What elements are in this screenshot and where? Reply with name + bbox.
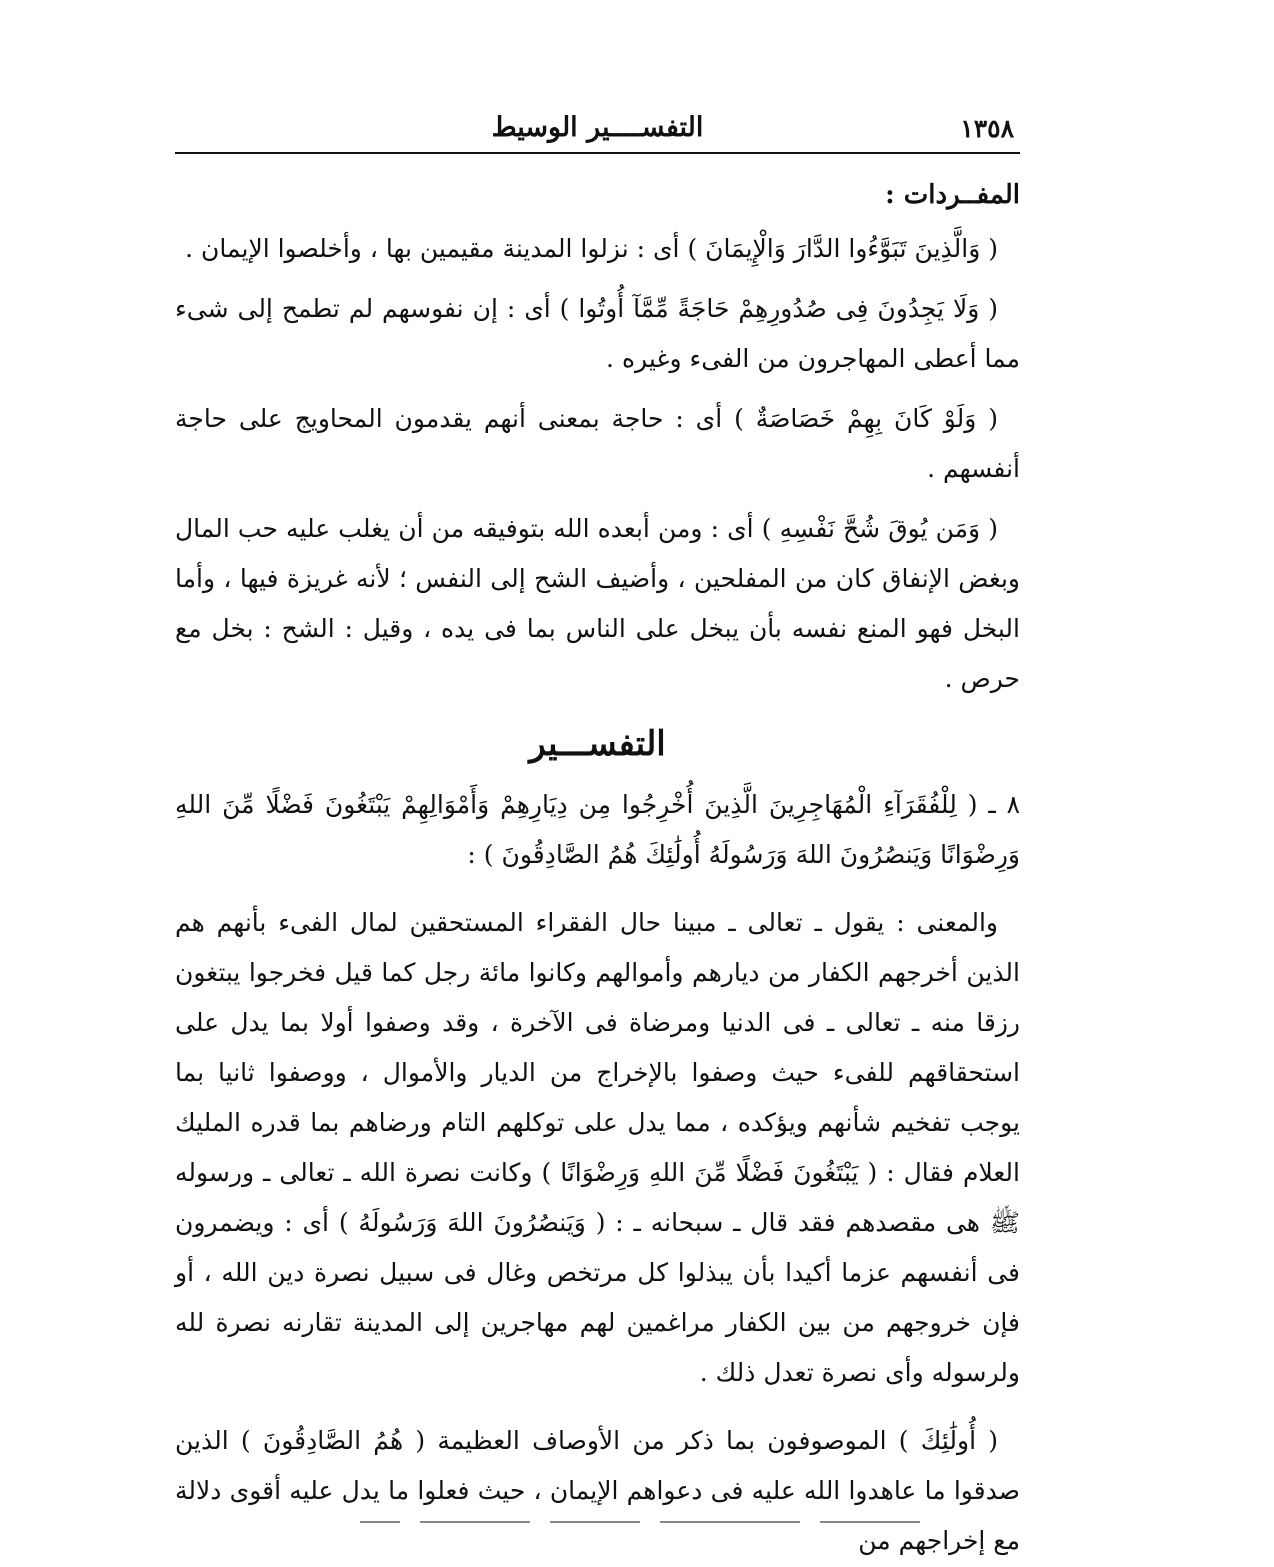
vocab-entry: ( وَلَا يَجِدُونَ فِى صُدُورِهِمْ حَاجَةً مِّمَّآ أُوتُوا ) أى : إن نفوسهم لم تطمح إلى شىء مما أعطى المهاجرون من الفىء وغيره . <box>175 294 1020 373</box>
page-body <box>175 170 1020 1566</box>
running-title: التفســــير الوسيط <box>491 112 704 143</box>
commentary-paragraph: والمعنى : يقول ـ تعالى ـ مبينا حال الفقراء المستحقين لمال الفىء بأنهم هم الذين أخرجهم الكفار من ديارهم وأموالهم وكانوا مائة رجل كما قيل فخرجوا يبتغون رزقا منه ـ تعالى ـ فى الدنيا ومرضاة فى الآخرة ، وقد وصفوا أولا بما يدل على استحقاقهم للفىء حيث وصفوا بالإخراج من الديار والأموال ، ووصفوا ثانيا بما يوجب تفخيم شأنهم ويؤكده ، مما يدل على توكلهم التام ورضاهم بما قدره المليك العلام فقال : ( يَبْتَغُونَ فَضْلًا مِّنَ اللهِ وَرِضْوَانًا ) وكانت نصرة الله ـ تعالى ـ ورسوله ﷺ هى مقصدهم فقد قال ـ سبحانه ـ : ( وَيَنصُرُونَ اللهَ وَرَسُولَهُ ) أى : ويضمرون فى أنفسهم عزما أكيدا بأن يبذلوا كل مرتخص وغال فى سبيل نصرة دين الله ، أو فإن خروجهم من بين الكفار مراغمين لهم مهاجرين إلى المدينة تقارنه نصرة لله ولرسوله وأى نصرة تعدل ذلك . <box>175 908 1020 1387</box>
vocab-heading: المفــردات : <box>885 180 1020 210</box>
header-rule <box>175 152 1020 154</box>
vocab-entry: ( وَالَّذِينَ تَبَوَّءُوا الدَّارَ وَالْإِيمَانَ ) أى : نزلوا المدينة مقيمين بها ، وأخلصوا الإيمان . <box>185 234 998 263</box>
footer-rule <box>360 1521 920 1525</box>
commentary-paragraph: ( أُولَٰئِكَ ) الموصوفون بما ذكر من الأوصاف العظيمة ( هُمُ الصَّادِقُونَ ) الذين صدقوا ما عاهدوا الله عليه فى دعواهم الإيمان ، حيث فعلوا ما يدل عليه أقوى دلالة مع إخراجهم من <box>175 1426 1020 1555</box>
page-number: ١٣٥٨ <box>960 114 1014 143</box>
vocab-entry: ( وَمَن يُوقَ شُحَّ نَفْسِهِ ) أى : ومن أبعده الله بتوفيقه من أن يغلب عليه حب المال وبغض الإنفاق كان من المفلحين ، وأضيف الشح إلى النفس ؛ لأنه غريزة فيها ، وأما البخل فهو المنع نفسه بأن يبخل على الناس بما فى يده ، وقيل : الشح : بخل مع حرص . <box>175 514 1020 693</box>
verse-text: ٨ ـ ( لِلْفُقَرَآءِ الْمُهَاجِرِينَ الَّذِينَ أُخْرِجُوا مِن دِيَارِهِمْ وَأَمْوَالِهِمْ يَبْتَغُونَ فَضْلًا مِّنَ اللهِ وَرِضْوَانًا وَيَنصُرُونَ اللهَ وَرَسُولَهُ أُولَٰئِكَ هُمُ الصَّادِقُونَ ) : <box>175 790 1020 869</box>
tafsir-heading: التفســـير <box>529 724 666 764</box>
vocab-entry: ( وَلَوْ كَانَ بِهِمْ خَصَاصَةٌ ) أى : حاجة بمعنى أنهم يقدمون المحاويج على حاجة أنفسهم . <box>175 404 1020 483</box>
page-header <box>175 108 1020 148</box>
